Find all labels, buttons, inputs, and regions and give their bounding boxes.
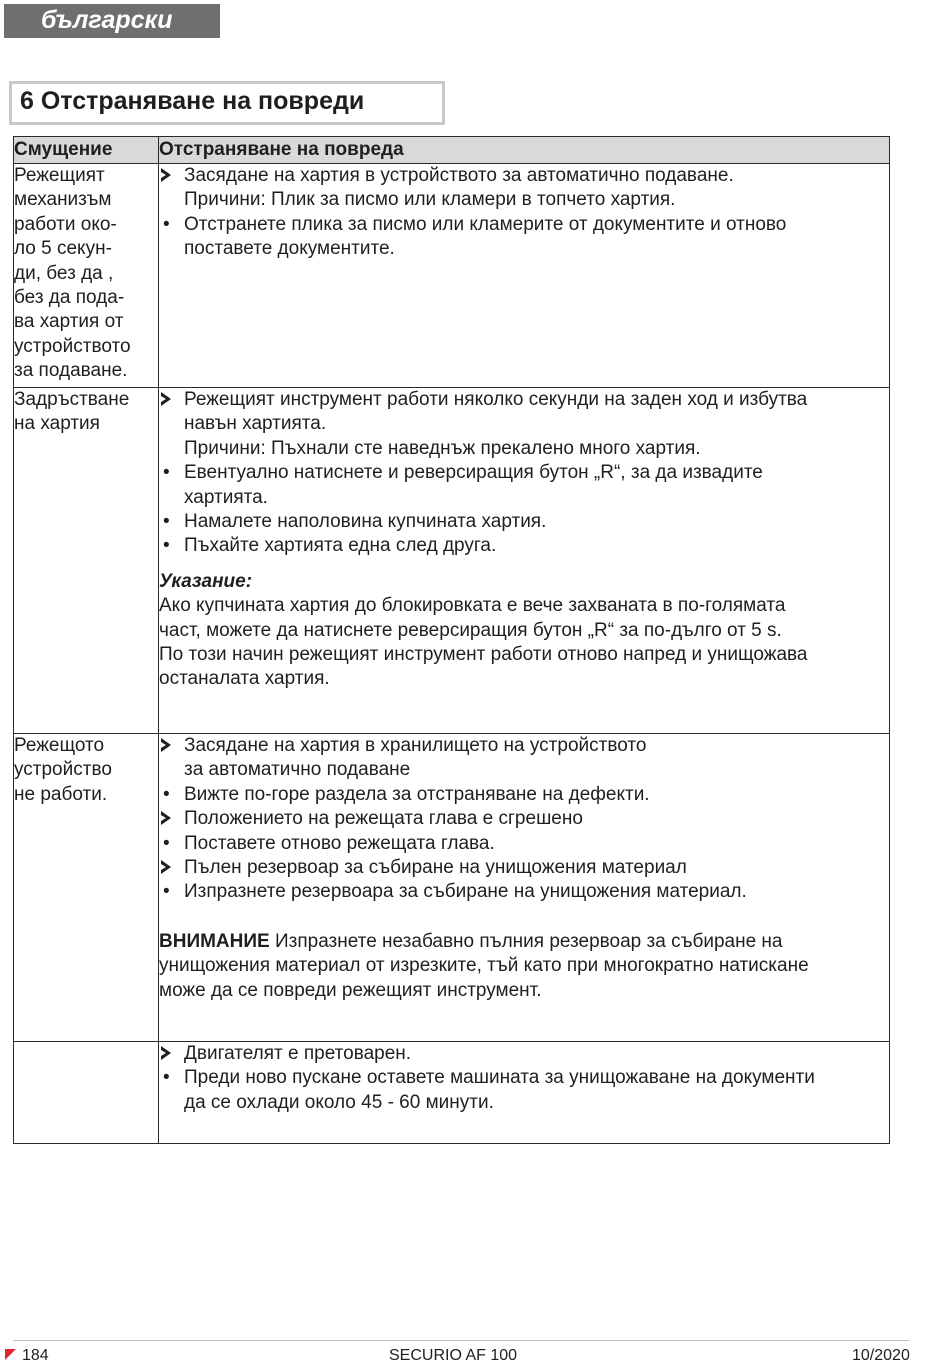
- footer-divider: [13, 1340, 909, 1341]
- bullet-icon: •: [163, 1067, 170, 1089]
- remedy-text: Пълен резервоар за събиране на унищожения материал: [184, 857, 687, 879]
- remedy-line: [159, 856, 889, 880]
- note-line: По този начин режещият инструмент работи отново напред и унищожава: [159, 644, 808, 666]
- section-title: 6 Отстраняване на повреди: [20, 87, 365, 115]
- bullet-icon: •: [163, 511, 170, 533]
- remedy-line: [159, 486, 889, 510]
- fault-cell: [14, 164, 159, 388]
- warning-line: [159, 954, 889, 978]
- chevron-right-icon: [159, 388, 179, 412]
- remedy-cell: [159, 164, 890, 388]
- bullet-icon: •: [163, 783, 170, 805]
- table-header-row: [14, 137, 890, 164]
- remedy-text: да се охлади около 45 - 60 минути.: [184, 1091, 494, 1113]
- fault-cell: [14, 388, 159, 734]
- remedy-cell: [159, 388, 890, 734]
- remedy-cell: [159, 734, 890, 1042]
- note-line: Ако купчината хартия до блокировката е вече захваната в по-голямата: [159, 595, 786, 617]
- remedy-line: [159, 758, 889, 782]
- remedy-text: Положението на режещата глава е сгрешено: [184, 808, 583, 830]
- model-name: SECURIO AF 100: [389, 1347, 518, 1364]
- note-line: останалата хартия.: [159, 668, 330, 690]
- remedy-line: [159, 164, 889, 188]
- chevron-right-icon: [159, 1042, 179, 1066]
- warning-text: може да се повреди режещият инструмент.: [159, 979, 542, 1001]
- remedy-text: Отстранете плика за писмо или кламерите от документите и отново: [184, 213, 787, 235]
- table-row: [14, 1042, 890, 1144]
- remedy-text: Двигателят е претоварен.: [184, 1043, 412, 1064]
- remedy-text: Засядане на хартия в хранилището на устройството: [184, 735, 647, 756]
- warning-line: [159, 979, 889, 1003]
- warning-text: Изпразнете незабавно пълния резервоар за събиране на: [269, 930, 783, 952]
- language-label: български: [41, 6, 173, 34]
- fault-text-line: Режещият: [14, 165, 105, 186]
- troubleshooting-table: [13, 136, 890, 1144]
- remedy-text: Евентуално натиснете и реверсиращия бутон „R“, за да извадите: [184, 462, 763, 484]
- remedy-line: [159, 237, 889, 261]
- remedy-text: Режещият инструмент работи няколко секунди на заден ход и избутва: [184, 389, 808, 410]
- fault-text-line: устройството: [14, 335, 131, 357]
- remedy-line: [159, 807, 889, 831]
- document-date: 10/2020: [852, 1347, 910, 1364]
- spacer: [159, 905, 889, 930]
- bullet-icon: •: [163, 832, 170, 854]
- section-heading: [9, 81, 445, 125]
- chevron-right-icon: [159, 807, 179, 831]
- bullet-icon: •: [163, 535, 170, 557]
- remedy-line: [159, 534, 889, 558]
- remedy-line: [159, 388, 889, 412]
- remedy-text: Засядане на хартия в устройството за автоматично подаване.: [184, 165, 734, 186]
- remedy-column-header: Отстраняване на повреда: [159, 137, 890, 164]
- remedy-text: Изпразнете резервоара за събиране на унищожения материал.: [184, 881, 747, 903]
- fault-text-line: без да пода-: [14, 287, 125, 309]
- note-title: Указание:: [159, 570, 253, 592]
- remedy-line: [159, 213, 889, 237]
- bullet-icon: •: [163, 213, 170, 235]
- fault-text-line: механизъм: [14, 189, 112, 211]
- remedy-line: [159, 510, 889, 534]
- bullet-icon: •: [163, 881, 170, 903]
- chevron-right-icon: [159, 856, 179, 880]
- remedy-text: хартията.: [184, 486, 268, 508]
- remedy-line: [159, 1042, 889, 1066]
- remedy-text: за автоматично подаване: [184, 759, 411, 781]
- chevron-right-icon: [159, 164, 179, 188]
- fault-cell: [14, 1042, 159, 1144]
- remedy-text: Поставете отново режещата глава.: [184, 832, 495, 854]
- remedy-line: [159, 734, 889, 758]
- remedy-line: [159, 832, 889, 856]
- remedy-line: [159, 880, 889, 904]
- remedy-text: навън хартията.: [184, 413, 327, 435]
- fault-text-line: Режещото: [14, 735, 105, 756]
- remedy-line: [159, 412, 889, 436]
- fault-cell: [14, 734, 159, 1042]
- language-tab: [4, 4, 220, 38]
- fault-text-line: на хартия: [14, 413, 100, 435]
- remedy-line: [159, 461, 889, 485]
- warning-label: ВНИМАНИЕ: [159, 930, 270, 952]
- fault-text-line: устройство: [14, 759, 112, 781]
- table-row: [14, 164, 890, 388]
- chevron-right-icon: [159, 734, 179, 758]
- remedy-line: [159, 437, 889, 461]
- note-line: част, можете да натиснете реверсиращия бутон „R“ за по-дълго от 5 s.: [159, 619, 782, 641]
- remedy-text: Причини: Пъхнали сте наведнъж прекалено много хартия.: [184, 437, 701, 459]
- remedy-cell: [159, 1042, 890, 1144]
- fault-text-line: работи око-: [14, 213, 117, 235]
- warning-text: унищожения материал от изрезките, тъй като при многократно натискане: [159, 955, 809, 977]
- remedy-text: Пъхайте хартията една след друга.: [184, 535, 497, 557]
- fault-text-line: за подаване.: [14, 360, 128, 382]
- fault-text-line: ло 5 секун-: [14, 238, 112, 260]
- remedy-line: [159, 783, 889, 807]
- remedy-text: Причини: Плик за писмо или кламери в топчето хартия.: [184, 189, 676, 211]
- warning-line: [159, 930, 889, 954]
- fault-text-line: ва хартия от: [14, 311, 124, 333]
- table-row: [14, 734, 890, 1042]
- remedy-line: [159, 1091, 889, 1115]
- corner-triangle-icon: [5, 1349, 16, 1360]
- remedy-line: [159, 1066, 889, 1090]
- remedy-line: [159, 188, 889, 212]
- page-number: 184: [22, 1347, 49, 1364]
- fault-text-line: ди, без да ,: [14, 262, 114, 284]
- remedy-text: Намалете наполовина купчината хартия.: [184, 511, 547, 533]
- remedy-text: поставете документите.: [184, 238, 395, 260]
- remedy-text: Преди ново пускане оставете машината за унищожаване на документи: [184, 1067, 815, 1089]
- bullet-icon: •: [163, 462, 170, 484]
- remedy-text: Вижте по-горе раздела за отстраняване на дефекти.: [184, 783, 650, 805]
- fault-text-line: не работи.: [14, 783, 108, 805]
- fault-text-line: Задръстване: [14, 389, 130, 410]
- fault-column-header: Смущение: [14, 137, 159, 164]
- table-row: [14, 388, 890, 734]
